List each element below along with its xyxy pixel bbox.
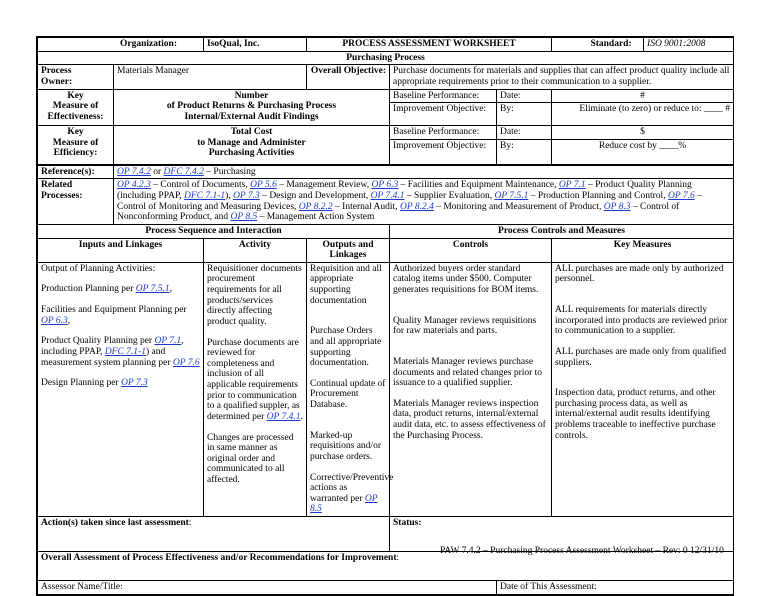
effectiveness-baseline-value[interactable]: # — [552, 89, 734, 103]
outputs-column — [307, 262, 394, 516]
related-process-text: ), — [225, 191, 234, 201]
related-process-link[interactable]: OP 8.2.2 — [298, 201, 333, 212]
related-process-text: – Design and Development, — [259, 191, 371, 201]
measure-item: Inspection data, product returns, and other purchasing process data, as well as internal/external audit results identifying problems traceable to ineffective purchase controls. — [555, 388, 716, 441]
organization-value: IsoQual, Inc. — [204, 38, 307, 52]
controls-section-header: Process Controls and Measures — [390, 224, 734, 238]
related-process-text: – Product Quality Planning (including PPAP, — [117, 180, 695, 201]
effectiveness-measure-3: Internal/External Audit Findings — [184, 111, 319, 122]
related-process-text: – Production Planning and Control, — [528, 191, 668, 201]
output-item: Corrective/Preventive actions as warranted per OP 8.5 — [310, 472, 394, 515]
effectiveness-baseline-date[interactable]: Date: — [497, 89, 552, 103]
standard-value: ISO 9001:2008 — [644, 38, 734, 52]
overall-assessment-cell[interactable]: Overall Assessment of Process Effectiveness and/or Recommendations for Improvement: — [38, 552, 734, 581]
related-process-link[interactable]: OP 8.2.4 — [399, 201, 434, 212]
assessor-row — [38, 581, 734, 595]
references-label: Reference(s): — [38, 165, 114, 179]
related-process-link[interactable]: OP 7.4.1 — [370, 191, 405, 201]
output-item: Purchase Orders and all appropriate supporting documentation. — [310, 326, 382, 369]
efficiency-label-3: Efficiency: — [53, 148, 98, 159]
process-body-row — [38, 262, 734, 516]
column-header-activity: Activity — [204, 238, 307, 262]
assessor-label: Assessor Name/Title: — [41, 582, 123, 592]
activity-item: Requisitioner documents procurement requirements for all products/services directly affecting product quality. — [207, 263, 302, 327]
efficiency-label-2: Measure of — [52, 137, 99, 148]
activity-item: Changes are processed in same manner as original order and communicated to all affected. — [207, 432, 294, 485]
output-item: Marked-up requisitions and/or purchase orders. — [310, 430, 381, 462]
efficiency-measure-1: Total Cost — [230, 127, 273, 138]
related-process-link[interactable]: DFC 7.1-1 — [183, 191, 226, 201]
efficiency-baseline-label: Baseline Performance: — [390, 126, 497, 140]
related-label-2: Processes: — [41, 191, 83, 201]
related-process-link[interactable]: OP 7.6 — [667, 191, 695, 201]
efficiency-measure-3: Purchasing Activities — [208, 148, 295, 159]
efficiency-measure-2: to Manage and Administer — [197, 137, 306, 148]
assessment-date-label: Date of This Assessment: — [500, 582, 597, 592]
output-item: Requisition and all appropriate supporting documentation — [310, 263, 382, 306]
worksheet — [36, 36, 734, 596]
related-process-link[interactable]: OP 5.6 — [250, 180, 277, 191]
input-link[interactable]: OP 7.6 — [172, 357, 200, 368]
process-name-row — [38, 51, 734, 65]
related-label-1: Related — [41, 180, 73, 191]
related-label — [38, 179, 114, 225]
measure-item: ALL purchases are made only from qualified suppliers. — [555, 346, 727, 368]
column-header-inputs: Inputs and Linkages — [38, 238, 204, 262]
efficiency-baseline-date[interactable]: Date: — [497, 126, 552, 140]
related-process-text: – Management Review, — [276, 180, 372, 191]
control-item: Materials Manager reviews purchase documents and related changes prior to issuance to a qualified supplier. — [393, 356, 543, 389]
column-header-outputs: Outputs and Linkages — [307, 238, 390, 262]
organization-label: Organization: — [38, 38, 204, 52]
standard-label: Standard: — [552, 38, 644, 52]
effectiveness-label-3: Effectiveness: — [47, 111, 104, 122]
control-item: Quality Manager reviews requisitions for raw materials and parts. — [393, 315, 537, 337]
related-process-text: – Control of Nonconforming Product, and — [117, 201, 682, 223]
activity-link[interactable]: OP 7.4.1 — [266, 411, 301, 422]
efficiency-improvement-value[interactable]: Reduce cost by ____% — [552, 139, 734, 165]
control-item: Materials Manager reviews inspection data, product returns, internal/external audit data, etc. to assess effectiveness of the Purchasing Process. — [393, 398, 546, 441]
efficiency-label-1: Key — [67, 127, 84, 138]
owner-row — [38, 65, 734, 89]
header-row — [38, 38, 734, 52]
references-tail: – Purchasing — [203, 166, 256, 177]
effectiveness-measure — [114, 89, 390, 126]
input-item: Facilities and Equipment Planning per OP 6.3, — [41, 305, 187, 326]
measure-item: ALL requirements for materials directly incorporated into products are reviewed prior to communication to a supplier. — [555, 305, 728, 337]
related-process-link[interactable]: OP 7.1 — [558, 180, 586, 191]
related-process-text: – Internal Audit, — [332, 201, 400, 212]
control-item: Authorized buyers order standard catalog items under $500. Computer generates requisitions for BOM items. — [393, 263, 539, 295]
assessor-cell[interactable] — [38, 581, 497, 595]
effectiveness-row-1 — [38, 89, 734, 103]
process-name: Purchasing Process — [38, 51, 734, 65]
input-item: Output of Planning Activities: — [41, 263, 156, 274]
effectiveness-measure-1: Number — [234, 90, 269, 101]
owner-label-2: Owner: — [41, 76, 73, 87]
effectiveness-improvement-label: Improvement Objective: — [390, 103, 497, 126]
section-header-row — [38, 224, 734, 238]
efficiency-measure — [114, 126, 390, 165]
input-item: Product Quality Planning per OP 7.1, including PPAP, DFC 7.1-1) and measurement system planning per OP 7.6 — [41, 336, 200, 368]
activity-item: Purchase documents are reviewed for completeness and inclusion of all applicable requirements prior to communication to a qualified suppler, as determined per OP 7.4.1. — [207, 337, 303, 422]
status-label: Status: — [393, 518, 422, 528]
related-process-text: – Management Action System — [257, 212, 375, 223]
related-process-link[interactable]: OP 4.2.3 — [117, 180, 151, 191]
efficiency-improvement-label: Improvement Objective: — [390, 139, 497, 165]
output-link[interactable]: OP 8.5 — [310, 493, 378, 515]
column-header-controls: Controls — [390, 238, 552, 262]
effectiveness-label — [38, 89, 114, 126]
efficiency-baseline-value[interactable]: $ — [552, 126, 734, 140]
related-process-text: – Monitoring and Measurement of Product, — [433, 201, 604, 212]
effectiveness-improvement-value[interactable]: Eliminate (to zero) or reduce to: ____ # — [552, 103, 734, 126]
input-link[interactable]: DFC 7.1-1 — [104, 346, 146, 357]
activity-column — [204, 262, 307, 516]
related-process-text: – Control of Documents, — [150, 180, 251, 191]
owner-value: Materials Manager — [114, 65, 307, 89]
objective-text: Purchase documents for materials and supplies that can affect product quality include all appropriate requirements prior to their communication to a supplier. — [390, 65, 734, 89]
related-process-link[interactable]: OP 7.5.1 — [494, 191, 529, 201]
effectiveness-baseline-label: Baseline Performance: — [390, 89, 497, 103]
related-process-link[interactable]: OP 8.5 — [230, 212, 258, 223]
reference-link-1[interactable]: OP 7.4.2 — [117, 166, 151, 177]
input-link[interactable]: OP 6.3 — [41, 315, 68, 326]
input-link[interactable]: OP 7.5.1 — [135, 284, 170, 295]
reference-link-2[interactable]: DFC 7.4.2 — [163, 166, 204, 177]
column-header-key-measures: Key Measures — [552, 238, 734, 262]
efficiency-improvement-by[interactable]: By: — [497, 139, 552, 165]
worksheet-title: PROCESS ASSESSMENT WORKSHEET — [307, 38, 552, 52]
related-process-link[interactable]: OP 8.3 — [603, 201, 631, 212]
inputs-column — [38, 262, 204, 516]
efficiency-label — [38, 126, 114, 165]
input-item: Production Planning per OP 7.5.1, — [41, 284, 172, 295]
actions-cell[interactable]: Action(s) taken since last assessment: — [38, 517, 390, 552]
controls-column — [390, 262, 552, 516]
owner-label — [38, 65, 114, 89]
measure-item: ALL purchases are made only by authorized personnel. — [555, 263, 724, 285]
input-link[interactable]: OP 7.1 — [154, 336, 182, 347]
effectiveness-label-2: Measure of — [52, 101, 99, 112]
related-row — [38, 179, 734, 225]
sequence-section-header: Process Sequence and Interaction — [38, 224, 390, 238]
related-process-link[interactable]: OP 6.3 — [371, 180, 399, 191]
references-row — [38, 165, 734, 179]
related-process-link[interactable]: OP 7.3 — [233, 191, 260, 201]
references-or: or — [150, 166, 164, 177]
related-process-text: – Control of Monitoring and Measuring Devices, — [117, 191, 705, 212]
worksheet-table — [37, 37, 734, 595]
related-process-text: – Facilities and Equipment Maintenance, — [398, 180, 559, 191]
output-item: Continual update of Procurement Database. — [310, 378, 386, 410]
owner-label-1: Process — [41, 66, 72, 77]
related-process-text: – Supplier Evaluation, — [404, 191, 495, 201]
assessment-date-cell[interactable] — [497, 581, 734, 595]
overall-assessment-label: Overall Assessment of Process Effectiveness and/or Recommendations for Improvement — [41, 553, 397, 563]
effectiveness-label-1: Key — [67, 90, 84, 101]
actions-label: Action(s) taken since last assessment — [41, 518, 189, 528]
objective-label: Overall Objective: — [307, 65, 390, 89]
document-footer: PAW 7.4.2 – Purchasing Process Assessment Worksheet – Rev: 0 12/31/10 — [440, 546, 724, 556]
effectiveness-measure-2: of Product Returns & Purchasing Process — [166, 101, 337, 112]
related-processes — [114, 179, 734, 225]
references-value — [114, 165, 734, 179]
efficiency-row-1 — [38, 126, 734, 140]
input-item: Design Planning per OP 7.3 — [41, 378, 148, 389]
input-link[interactable]: OP 7.3 — [120, 378, 148, 389]
column-header-row — [38, 238, 734, 262]
key-measures-column — [552, 262, 734, 516]
effectiveness-improvement-by[interactable]: By: — [497, 103, 552, 126]
